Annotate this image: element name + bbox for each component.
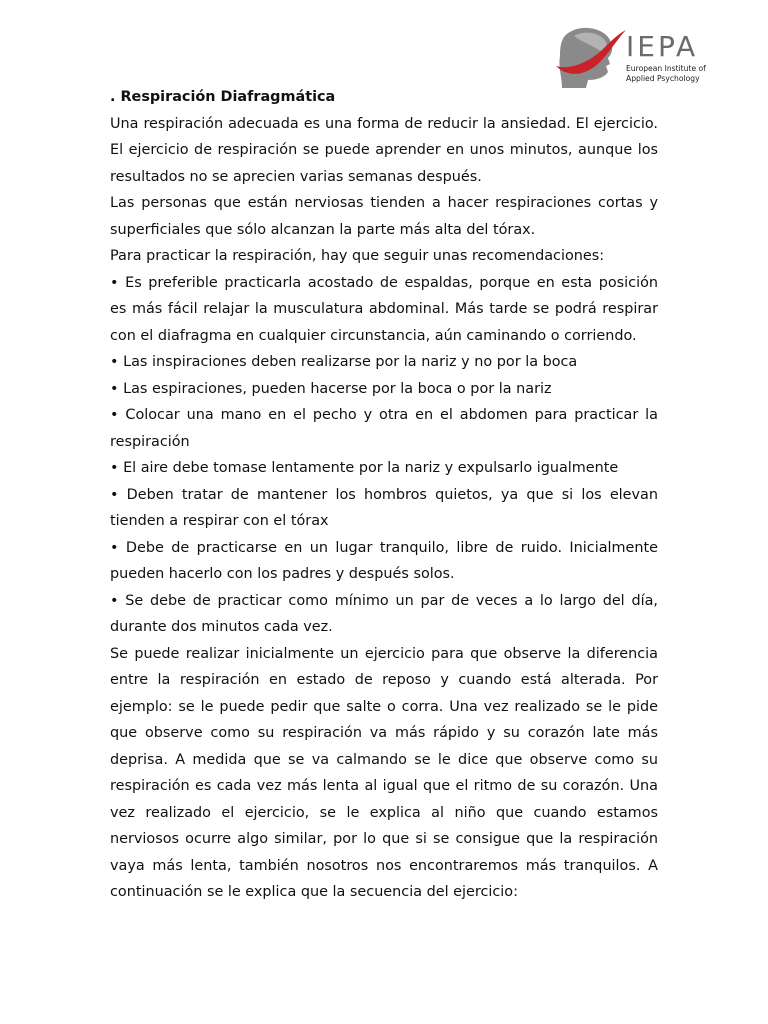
logo-text — [626, 30, 706, 83]
paragraph: Para practicar la respiración, hay que seguir unas recomendaciones: — [110, 248, 605, 264]
document-body — [110, 84, 658, 906]
section-title: . Respiración Diafragmática — [110, 89, 336, 105]
bullet-item: • Es preferible practicarla acostado de espaldas, porque en esta posición es más fácil relajar la musculatura abdominal. Más tarde se podrá respirar con el diafragma en cualquier circunstancia, aún caminando o corriendo. — [110, 274, 658, 344]
bullet-item: • Debe de practicarse en un lugar tranquilo, libre de ruido. Inicialmente pueden hacerlo con los padres y después solos. — [110, 539, 658, 582]
bullet-item: • Se debe de practicar como mínimo un par de veces a lo largo del día, durante dos minutos cada vez. — [110, 592, 658, 635]
head-profile-icon — [548, 22, 628, 92]
bullet-item: • Las espiraciones, pueden hacerse por la boca o por la nariz — [110, 380, 552, 397]
logo-subtitle-line2: Applied Psychology — [626, 73, 700, 83]
bullet-item: • Deben tratar de mantener los hombros quietos, ya que si los elevan tienden a respirar con el tórax — [110, 486, 658, 529]
logo-name: IEPA — [626, 30, 699, 63]
paragraph: Las personas que están nerviosas tienden a hacer respiraciones cortas y superficiales que sólo alcanzan la parte más alta del tórax. — [110, 195, 658, 238]
paragraph: Se puede realizar inicialmente un ejercicio para que observe la diferencia entre la respiración en estado de reposo y cuando está alterada. Por ejemplo: se le puede pedir que salte o corra. Una vez realizado se le pide que observe como su respiración va más rápido y su corazón late más deprisa. A medida que se va calmando se le dice que observe como su respiración es cada vez más lenta al igual que el ritmo de su corazón. Una vez realizado el ejercicio, se le explica al niño que cuando estamos nerviosos ocurre algo similar, por lo que si se consigue que la respiración vaya más lenta, también nosotros nos encontraremos más tranquilos. A continuación se le explica que la secuencia del ejercicio: — [110, 645, 658, 900]
logo-subtitle-line1: European Institute of — [626, 64, 706, 73]
bullet-item: • El aire debe tomase lentamente por la nariz y expulsarlo igualmente — [110, 460, 619, 476]
bullet-item: • Las inspiraciones deben realizarse por la nariz y no por la boca — [110, 354, 578, 370]
bullet-item: • Colocar una mano en el pecho y otra en el abdomen para practicar la respiración — [110, 407, 658, 450]
paragraph: Una respiración adecuada es una forma de reducir la ansiedad. El ejercicio. El ejercicio de respiración se puede aprender en unos minutos, aunque los resultados no se aprecien varias semanas después. — [110, 115, 658, 185]
